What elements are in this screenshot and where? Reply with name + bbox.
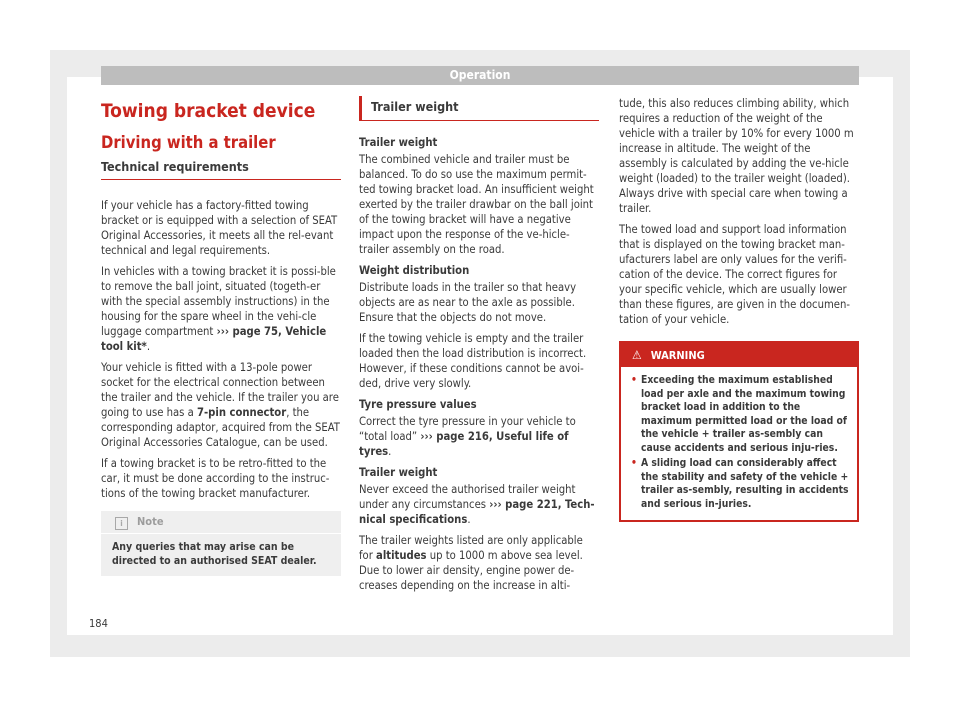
page-reference-link[interactable]: ››› page 75, Vehicle tool kit*: [101, 325, 327, 353]
paragraph: The trailer weights listed are only applicable for altitudes up to 1000 m above sea level. Due to lower air density, engine power de-creases depending on the increase in alti-: [359, 534, 583, 592]
paragraph: Your vehicle is fitted with a 13-pole power socket for the electrical connection between the trailer and the vehicle. If the trailer you are going to use has a 7-pin connector, the corresponding adaptor, acquired from the SEAT Original Accessories Catalogue, can be used.: [101, 361, 340, 449]
chapter-title: Towing bracket device: [101, 100, 316, 122]
paragraph: If the towing vehicle is empty and the trailer loaded then the load distribution is incorrect. However, if these conditions cannot be avoi-ded, drive very slowly.: [359, 332, 587, 390]
warning-header: ⚠ WARNING: [621, 343, 857, 367]
paragraph: If a towing bracket is to be retro-fitted to the car, it must be done according to the instruc-tions of the towing bracket manufacturer.: [101, 457, 330, 500]
paragraph: Correct the tyre pressure in your vehicle to “total load” ››› page 216, Useful life of tyres.: [359, 415, 576, 458]
paragraph: The towed load and support load information that is displayed on the towing bracket man-ufacturers label are only values for the verifi-cation of the device. The correct figures for your specific vehicle, which are usually lower than these figures, are given in the documen-tation of your vehicle.: [619, 223, 850, 326]
subheading: Trailer weight: [359, 136, 438, 149]
warning-list: [621, 367, 857, 520]
section-title: Driving with a trailer: [101, 133, 276, 152]
warning-item: • Exceeding the maximum established load per axle and the maximum towing bracket load in addition to the maximum permitted load or the load of the vehicle + trailer as-sembly can cause accidents and serious inju-ries.: [631, 374, 849, 455]
warning-box: [619, 341, 859, 522]
subheading: Trailer weight: [359, 466, 438, 479]
page-header: Operation: [101, 66, 859, 85]
note-body: Any queries that may arise can be directed to an authorised SEAT dealer.: [112, 541, 317, 567]
paragraph: Distribute loads in the trailer so that heavy objects are as near to the axle as possible. Ensure that the objects do not move.: [359, 281, 577, 324]
warning-item: • A sliding load can considerably affect the stability and safety of the vehicle + trailer as-sembly, resulting in accidents and serious in-juries.: [631, 457, 849, 511]
column-left: [101, 98, 341, 576]
paragraph: In vehicles with a towing bracket it is possi-ble to remove the ball joint, situated (togeth-er with the special assembly instructions) in the housing for the spare wheel in the vehi-cle luggage compartment ››› page 75, Vehicle tool kit*.: [101, 265, 336, 353]
paragraph: Never exceed the authorised trailer weight under any circumstances ››› page 221, Tech-nical specifications.: [359, 483, 595, 526]
column-middle: [359, 96, 599, 599]
bold-term: 7-pin connector: [196, 406, 287, 419]
page-reference-link[interactable]: ››› page 221, Tech-nical specifications: [359, 498, 595, 526]
note-box: [101, 511, 341, 576]
page-reference-link[interactable]: ››› page 216, Useful life of tyres: [359, 430, 569, 458]
paragraph: If your vehicle has a factory-fitted towing bracket or is equipped with a selection of SEAT Original Accessories, it meets all the rel-evant technical and legal requirements.: [101, 199, 338, 257]
subheading: Tyre pressure values: [359, 398, 477, 411]
subheading: Weight distribution: [359, 264, 470, 277]
section-heading: Trailer weight: [359, 96, 599, 121]
note-header: i Note: [101, 511, 341, 534]
column-right: [619, 96, 859, 522]
info-icon: i: [115, 517, 128, 530]
paragraph: tude, this also reduces climbing ability, which requires a reduction of the weight of the vehicle with a trailer by 10% for every 1000 m increase in altitude. The weight of the assembly is calculated by adding the ve-hicle weight (loaded) to the trailer weight (loaded). Always drive with special care when towing a trailer.: [619, 97, 854, 215]
warning-triangle-icon: ⚠: [632, 348, 642, 362]
page-number: 184: [89, 617, 108, 630]
paragraph: The combined vehicle and trailer must be balanced. To do so use the maximum permit-ted towing bracket load. An insufficient weight exerted by the trailer drawbar on the ball joint of the towing bracket will have a negative impact upon the response of the ve-hicle-trailer assembly on the road.: [359, 153, 594, 256]
subsection-title: Technical requirements: [101, 158, 341, 180]
bold-term: altitudes: [376, 549, 427, 562]
